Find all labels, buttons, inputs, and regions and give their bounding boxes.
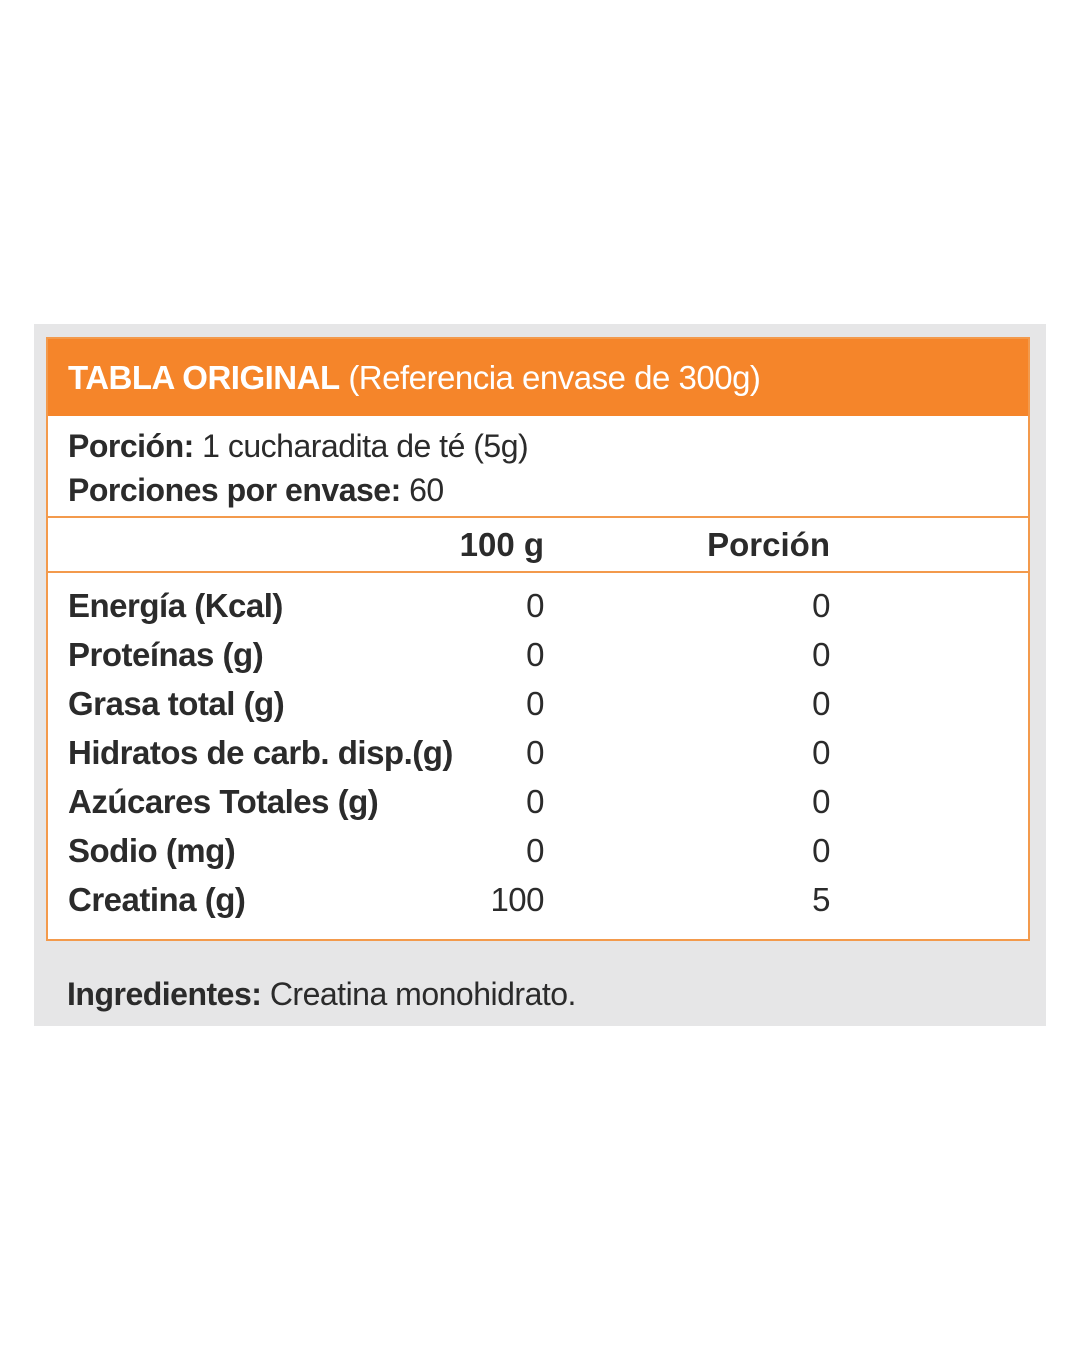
nutrient-value-100g: 0 <box>526 832 544 869</box>
nutrient-value-100g: 0 <box>526 636 544 673</box>
ingredients-line <box>67 972 576 1016</box>
nutrient-value-100g: 0 <box>526 734 544 771</box>
servings-per-container-value: 60 <box>409 472 444 508</box>
table-row <box>48 679 1028 728</box>
table-title: TABLA ORIGINAL <box>68 359 340 396</box>
nutrient-name: Creatina (g) <box>68 881 246 918</box>
portion-label: Porción: <box>68 428 194 464</box>
serving-info <box>48 416 1028 518</box>
column-header-100g: 100 g <box>459 526 544 563</box>
servings-per-container-label: Porciones por envase: <box>68 472 401 508</box>
table-row <box>48 581 1028 630</box>
nutrient-value-portion: 0 <box>812 783 830 820</box>
ingredients-value: Creatina monohidrato. <box>269 976 576 1012</box>
table-row <box>48 826 1028 875</box>
nutrient-value-portion: 5 <box>812 881 830 918</box>
portion-line <box>68 424 1028 468</box>
table-subtitle: (Referencia envase de 300g) <box>348 359 761 396</box>
nutrient-name: Grasa total (g) <box>68 685 285 722</box>
nutrient-value-portion: 0 <box>812 636 830 673</box>
nutrient-name: Hidratos de carb. disp.(g) <box>68 734 453 771</box>
nutrient-value-portion: 0 <box>812 587 830 624</box>
nutrient-value-100g: 100 <box>490 881 544 918</box>
nutrient-value-portion: 0 <box>812 685 830 722</box>
column-header-portion: Porción <box>707 526 830 563</box>
portion-value: 1 cucharadita de té (5g) <box>202 428 529 464</box>
column-headers <box>48 518 1028 573</box>
nutrient-value-portion: 0 <box>812 832 830 869</box>
nutrient-value-100g: 0 <box>526 587 544 624</box>
table-row <box>48 728 1028 777</box>
ingredients-label: Ingredientes: <box>67 976 262 1012</box>
nutrient-name: Proteínas (g) <box>68 636 264 673</box>
nutrition-panel <box>34 324 1046 1026</box>
servings-per-container-line <box>68 468 1028 512</box>
nutrient-name: Sodio (mg) <box>68 832 236 869</box>
nutrient-rows <box>48 573 1028 924</box>
table-row <box>48 875 1028 924</box>
nutrient-value-100g: 0 <box>526 783 544 820</box>
nutrient-value-100g: 0 <box>526 685 544 722</box>
nutrition-table <box>46 337 1030 941</box>
table-row <box>48 777 1028 826</box>
nutrient-value-portion: 0 <box>812 734 830 771</box>
nutrient-name: Energía (Kcal) <box>68 587 283 624</box>
table-row <box>48 630 1028 679</box>
table-header <box>48 339 1028 416</box>
nutrient-name: Azúcares Totales (g) <box>68 783 379 820</box>
